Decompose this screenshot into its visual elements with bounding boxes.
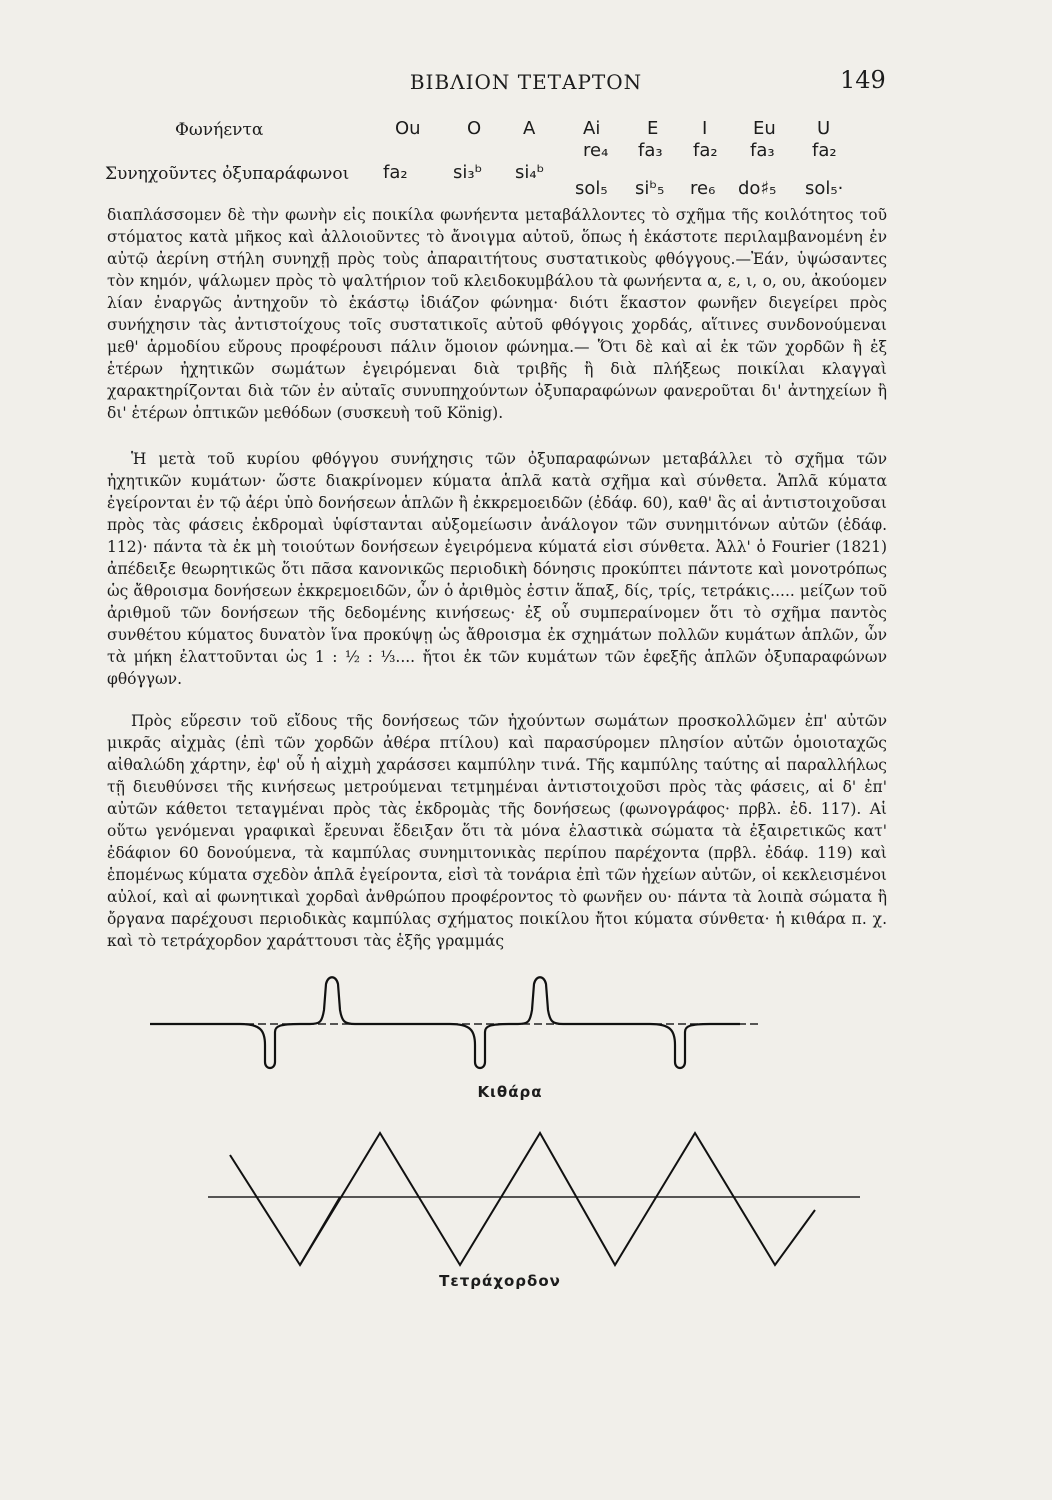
overtone-cell: re₆ <box>690 178 716 199</box>
vowel-cell: A <box>523 118 536 139</box>
overtones-label: Συνηχοῦντες ὀξυπαράφωνοι <box>105 164 350 184</box>
overtone-cell: si₃ᵇ <box>453 162 483 183</box>
paragraph-text: Ἡ μετὰ τοῦ κυρίου φθόγγου συνήχησις τῶν ὀξυπαραφώνων μεταβάλλει τὸ σχῆμα τῶν ἠχητικῶν κυμάτων· ὥστε διακρίνομεν κύματα ἁπλᾶ κατὰ σχῆμα καὶ σύνθετα. Ἁπλᾶ κύματα ἐγείρονται ἐν τῷ ἀέρι ὑπὸ δονήσεων ἁπλῶν ἢ ἐκκρεμοειδῶν (ἐδάφ. 60), καθ' ἃς αἱ ἀντιστοιχοῦσαι πρὸς τὰς φάσεις ἐκδρομαὶ ὑφίστανται αὐξομείωσιν ἀνάλογον τῶν συνημιτόνων αὐτῶν (ἐδάφ. 112)· πάντα τὰ ἐκ μὴ τοιούτων δονήσεων ἐγειρόμενα κύματά εἰσι σύνθετα. Ἀλλ' ὁ Fourier (1821) ἀπέδειξε θεωρητικῶς ὅτι πᾶσα κανονικῶς περιοδικὴ δόνησις προκύπτει πάντοτε καὶ μονοτρόπως ὡς ἄθροισμα δονήσεων ἐκκρεμοειδῶν, ὧν ὁ ἀριθμὸς ἐστιν ἅπαξ, δίς, τρίς, τετράκις..... μείζων τοῦ ἀριθμοῦ τῶν δονήσεων τῆς δεδομένης κινήσεως· ἐξ οὗ συμπεραίνομεν ὅτι τὸ σχῆμα παντὸς συνθέτου κύματος δυνατὸν ἵνα προκύψῃ ὡς ἄθροισμα ἐκ σχημάτων πολλῶν κυμάτων ἁπλῶν, ὧν τὰ μήκη ἐλαττοῦνται ὡς 1 : ½ : ⅓.... ἤτοι ἐκ τῶν κυμάτων τῶν ἐφεξῆς ἁπλῶν ὀξυπαραφώνων φθόγγων. <box>107 450 887 688</box>
overtone-cell: fa₃ <box>638 140 663 161</box>
paragraph-1 <box>107 204 887 424</box>
overtone-cell: sol₅ <box>575 178 608 199</box>
kithara-curve <box>150 977 740 1068</box>
kithara-figure <box>140 970 920 1080</box>
vowel-cell: I <box>702 118 708 139</box>
overtone-cell: fa₂ <box>812 140 837 161</box>
kithara-caption: Κιθάρα <box>477 1083 543 1101</box>
tetrachord-curve-b <box>300 1197 340 1265</box>
overtone-cell: sol₅· <box>805 178 844 199</box>
vowel-table <box>105 118 885 198</box>
running-title: ΒΙΒΛΙΟΝ ΤΕΤΑΡΤΟΝ <box>409 70 643 94</box>
overtone-cell: do♯₅ <box>738 178 777 199</box>
paragraph-text: διαπλάσσομεν δὲ τὴν φωνὴν εἰς ποικίλα φωνήεντα μεταβάλλοντες τὸ σχῆμα τῆς κοιλότητος τοῦ στόματος κατὰ μῆκος καὶ ἀλλοιοῦντες τὸ ἄνοιγμα αὐτοῦ, ὅπως ἡ ἑκάστοτε περιλαμβανομένη ἐν αὐτῷ ἀερίνη στήλη συνηχῇ πρὸς τοὺς ἀπαραιτήτους συστατικοὺς φθόγγους.—Ἐάν, ὑψώσαντες τὸν κημόν, ψάλωμεν πρὸς τὸ ψαλτήριον τοῦ κλειδοκυμβάλου τὰ φωνήεντα α, ε, ι, ο, ου, ἀκούομεν λίαν ἐναργῶς ἀντηχοῦν τὸ ἑκάστῳ ἰδιάζον φώνημα· διότι ἕκαστον φωνῆεν διεγείρει πρὸς συνήχησιν τὰς ἀντιστοίχους τοῖς συστατικοῖς αὐτοῦ φθόγγοις χορδάς, αἵτινες συνδονούμεναι μεθ' ἁρμοδίου εὔρους προφέρουσι πάλιν ὅμοιον φώνημα.— Ὅτι δὲ καὶ αἱ ἐκ τῶν χορδῶν ἢ ἐξ ἑτέρων ἠχητικῶν σωμάτων ἐγειρόμεναι διὰ τριβῆς ἢ διὰ πλήξεως ποικίλαι κλαγγαὶ χαρακτηρίζονται διὰ τῶν ἐν αὐταῖς συνυπηχούντων ὀξυπαραφώνων φανεροῦται δι' ἀντηχείων ἢ δι' ἑτέρων ὀπτικῶν μεθόδων (συσκευὴ τοῦ König). <box>107 206 887 422</box>
paragraph-2 <box>107 448 887 690</box>
kithara-waveform <box>140 970 920 1080</box>
paragraph-3 <box>107 710 887 952</box>
vowel-cell: U <box>817 118 831 139</box>
tetrachord-caption: Τετράχορδον <box>439 1272 561 1290</box>
tetrachord-figure <box>140 1125 920 1275</box>
vowel-cell: Eu <box>753 118 776 139</box>
vowel-cell: Ai <box>583 118 601 139</box>
paragraph-text: Πρὸς εὕρεσιν τοῦ εἴδους τῆς δονήσεως τῶν ἠχούντων σωμάτων προσκολλῶμεν ἐπ' αὐτῶν μικρᾶς αἰχμὰς (ἐπὶ τῶν χορδῶν ἀθέρα πτίλου) καὶ παρασύρομεν πλησίον αὐτῶν ὁμοιοταχῶς αἰθαλώδη χάρτην, ἐφ' οὗ ἡ αἰχμὴ χαράσσει καμπύλην τινά. Τῆς καμπύλης ταύτης αἱ παραλλήλως τῇ διευθύνσει τῆς κινήσεως μετρούμεναι τετμημέναι ἀντιστοιχοῦσι πρὸς τὰς φάσεις, αἱ δ' ἐπ' αὐτῶν κάθετοι τεταγμέναι πρὸς τὰς ἐκδρομὰς τῆς δονήσεως (φωνογράφος· πρβλ. ἐδ. 117). Αἱ οὕτω γενόμεναι γραφικαὶ ἔρευναι ἔδειξαν ὅτι τὰ μόνα ἐλαστικὰ σώματα τὰ ἐξαιρετικῶς κατ' ἐδάφιον 60 δονούμενα, τὰ καμπύλας συνημιτονικὰς περίπου παρέχοντα (πρβλ. ἐδάφ. 119) καὶ ἑπομένως κύματα σχεδὸν ἁπλᾶ ἐγείροντα, εἰσὶ τὰ τονάρια ἐπὶ τῶν ἠχείων αὐτῶν, οἱ κεκλεισμένοι αὐλοί, καὶ αἱ φωνητικαὶ χορδαὶ ἀνθρώπου προφέροντος τὸ φωνῆεν ου· πάντα τὰ λοιπὰ σώματα ἢ ὄργανα παρέχουσι περιοδικὰς καμπύλας σχήματος ποικίλου ἤτοι κύματα σύνθετα· ἡ κιθάρα π. χ. καὶ τὸ τετράχορδον χαράττουσι τὰς ἑξῆς γραμμάς <box>107 712 887 950</box>
overtone-cell: re₄ <box>583 140 609 161</box>
vowel-cell: E <box>647 118 659 139</box>
overtone-cell: si₄ᵇ <box>515 162 545 183</box>
tetrachord-waveform <box>140 1125 920 1275</box>
vowel-cell: Ou <box>395 118 421 139</box>
overtone-cell: fa₃ <box>750 140 775 161</box>
overtone-cell: siᵇ₅ <box>635 178 665 199</box>
vowels-label: Φωνήεντα <box>175 120 264 140</box>
tetrachord-curve-a <box>230 1133 815 1265</box>
page-number: 149 <box>840 66 886 94</box>
overtone-cell: fa₂ <box>693 140 718 161</box>
vowel-cell: O <box>467 118 482 139</box>
overtone-cell: fa₂ <box>383 162 408 183</box>
